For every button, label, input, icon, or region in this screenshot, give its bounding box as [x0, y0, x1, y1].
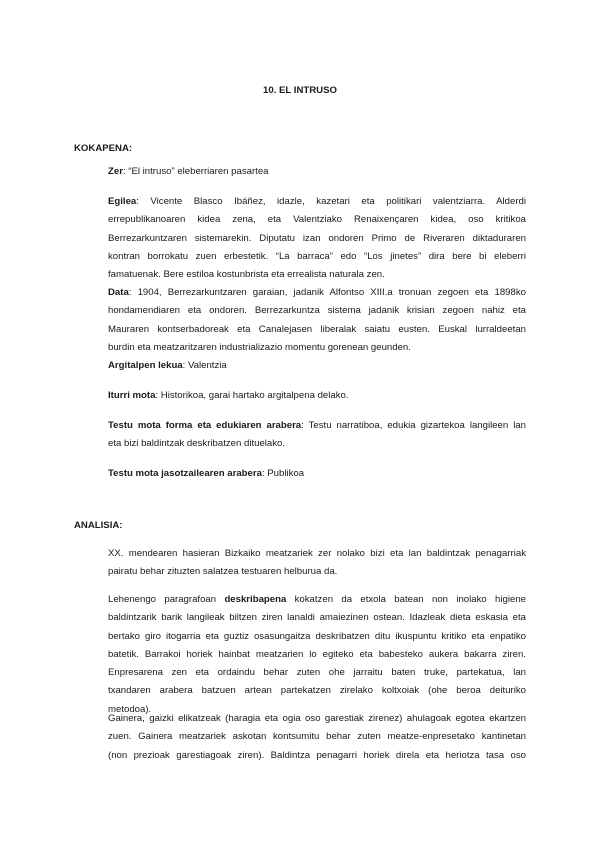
- section-heading-kokapena: KOKAPENA:: [74, 143, 133, 154]
- paragraph-analisia-2: [108, 591, 526, 719]
- paragraph-text: kokatzen da etxola batean non inolako higiene: [286, 594, 526, 605]
- paragraph-analisia-3: [108, 710, 526, 765]
- paragraph-line: batetik. Barrakoi horiek hainbat meatzarien lo egiteko eta babesteko aukera bakarra ziren.: [108, 648, 526, 660]
- paragraph-line: errepublikanoaren kidea zena, eta Valentziako Renaixençaren kidea, oso kritikoa: [108, 214, 526, 226]
- paragraph-line: burdin eta meatzaritzaren industrializazio momentu gorenean geunden.: [108, 341, 411, 353]
- paragraph-argitalpen-lekua: [108, 357, 526, 375]
- paragraph-line: [108, 465, 526, 483]
- paragraph-data: [108, 284, 526, 357]
- paragraph-line: XX. mendearen hasieran Bizkaiko meatzariek zer nolako bizi eta lan baldintzak penagarriak: [108, 548, 526, 559]
- field-value: : 1904, Berrezarkuntzaren garaian, jadanik Alfontso XIII.a tronuan zegoen eta 1898ko: [128, 287, 526, 298]
- field-value: : “El intruso” eleberriaren pasartea: [122, 166, 269, 177]
- paragraph-line: [108, 417, 526, 435]
- paragraph-line: [108, 591, 526, 609]
- paragraph-zer: [108, 163, 526, 181]
- paragraph-egilea: [108, 193, 526, 284]
- paragraph-line: pairatu behar zituzten salatzea testuaren helburua da.: [108, 566, 338, 578]
- emphasis-term: deskribapena: [224, 594, 287, 605]
- paragraph-line: txandaren arabera batzuen artean partekatzen zirelako koltxoiak (ohe beroa deituriko: [108, 685, 526, 697]
- paragraph-line: (non prezioak garestiagoak ziren). Baldintza penagarri horiek direla eta heriotza tasa oso: [108, 749, 526, 761]
- paragraph-analisia-1: [108, 545, 526, 582]
- field-label: Egilea: [108, 196, 137, 207]
- paragraph-line: baldintzarik barik langileak biltzen ziren lanaldi amaiezinen ostean. Idazleak dieta eskasia eta: [108, 612, 526, 624]
- field-value: : Valentzia: [182, 360, 227, 371]
- paragraph-line: zuen. Gainera meatzariek askotan kontsumitu behar zuten meatze-enpresetako kantinetan: [108, 731, 526, 743]
- field-value: : Historikoa, garai hartako argitalpena delako.: [155, 390, 349, 401]
- field-label: Iturri mota: [108, 390, 156, 401]
- paragraph-line: metodoa).: [108, 703, 152, 715]
- field-label: Data: [108, 287, 129, 298]
- paragraph-text: Lehenengo paragrafoan: [108, 594, 225, 605]
- paragraph-line: Gainera, gaizki elikatzeak (haragia eta ogia oso garestiak zirenez) ahulagoak egotea ekartzen: [108, 713, 526, 724]
- paragraph-line: famatuenak. Bere estiloa kostunbrista eta errealista naturala zen.: [108, 269, 385, 281]
- paragraph-line: Enpresarena zen eta ordaindu behar zuten ohe jarraitu baten truke, partekatua, lan: [108, 667, 526, 679]
- paragraph-line: [108, 284, 526, 302]
- paragraph-testu-mota-jasotzailea: [108, 465, 526, 483]
- field-value: : Testu narratiboa, edukia gizartekoa langileen lan: [301, 420, 526, 431]
- paragraph-line: Berrezarkuntzaren sistemarekin. Diputatu izan ondoren Primo de Riveraren diktaduraren: [108, 232, 526, 244]
- paragraph-line: eta bizi baldintzak deskribatzen dituelako.: [108, 438, 286, 450]
- field-value: : Vicente Blasco Ibáñez, idazle, kazetari eta politikari valentziarra. Alderdi: [136, 196, 526, 207]
- paragraph-line: [108, 163, 526, 181]
- field-label: Argitalpen lekua: [108, 360, 183, 371]
- page-title: 10. EL INTRUSO: [263, 85, 337, 96]
- paragraph-line: [108, 193, 526, 211]
- paragraph-line: hondamendiaren eta ondoren. Berrezarkuntza sistema jadanik krisian zegoen nahiz eta: [108, 305, 526, 317]
- paragraph-line: [108, 387, 526, 405]
- paragraph-line: bertako giro itogarria eta guztiz osasungaitza deskribatzen ditu ikuspuntu kritiko eta enpatiko: [108, 630, 526, 642]
- paragraph-line: kontran borrokatu zuen erbestetik. “La barraca” edo “Los jinetes” dira bere bi eleberri: [108, 250, 526, 262]
- field-label: Zer: [108, 166, 123, 177]
- paragraph-iturri-mota: [108, 387, 526, 405]
- paragraph-testu-mota-forma: [108, 417, 526, 454]
- field-label: Testu mota jasotzailearen arabera: [108, 468, 262, 479]
- field-value: : Publikoa: [261, 468, 305, 479]
- paragraph-line: [108, 357, 526, 375]
- paragraph-line: Mauraren kontserbadoreak eta Canalejasen liberalak saiatu eusten. Euskal lurraldeetan: [108, 323, 526, 335]
- field-label: Testu mota forma eta edukiaren arabera: [108, 420, 302, 431]
- section-heading-analisia: ANALISIA:: [74, 520, 123, 531]
